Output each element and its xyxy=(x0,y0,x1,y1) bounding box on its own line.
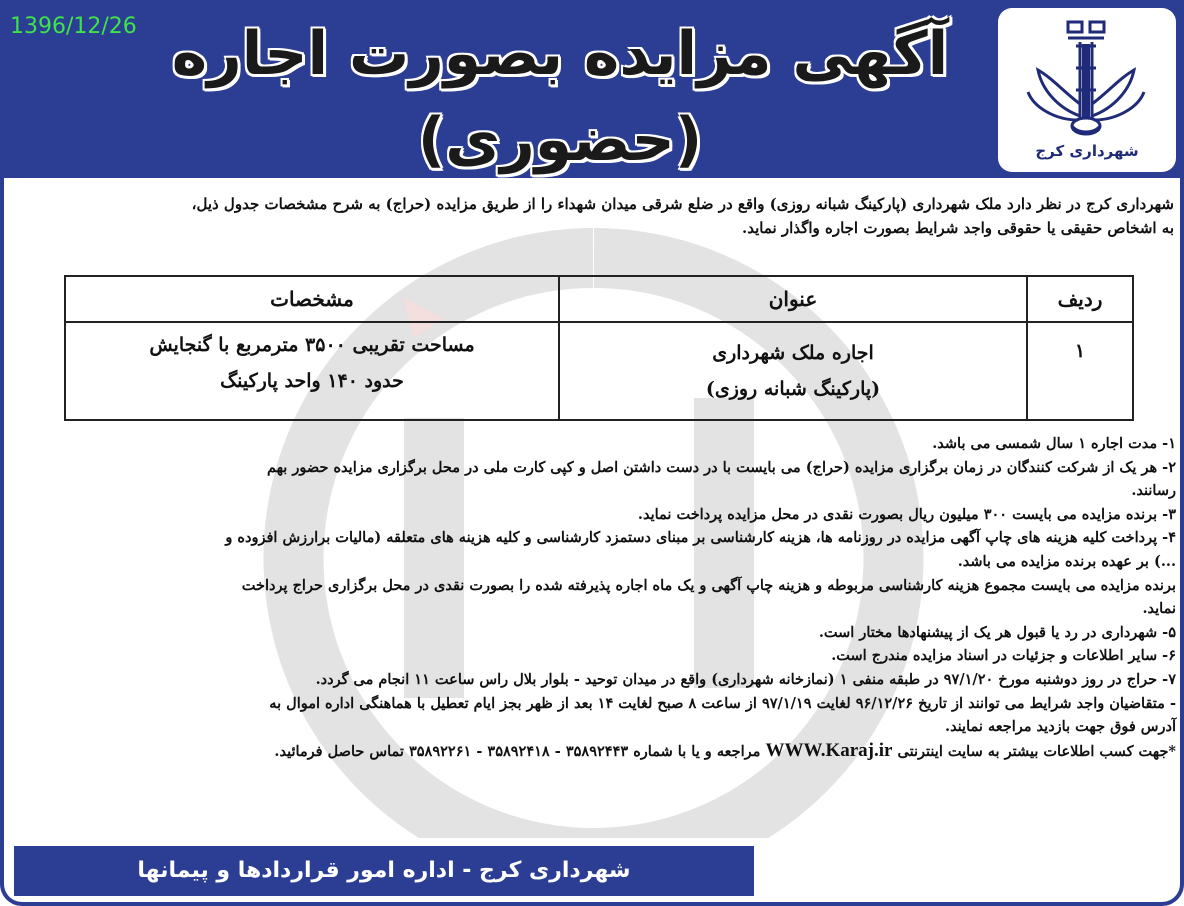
spec-line: حدود ۱۴۰ واحد پارکینگ xyxy=(220,370,404,392)
spec-line: مساحت تقریبی ۳۵۰۰ مترمربع با گنجایش xyxy=(149,334,475,356)
contact-line xyxy=(16,739,1176,764)
term-item: ۱- مدت اجاره ۱ سال شمسی می باشد. xyxy=(932,435,1176,452)
term-item: ...) بر عهده برنده مزایده می باشد. xyxy=(957,552,1176,570)
intro-line: شهرداری کرج در نظر دارد ملک شهرداری (پارکینگ شبانه روزی) واقع در ضلع شرقی میدان شهداء را از طریق مزایده (حراج) به شرح مشخصات جدول ذیل، xyxy=(191,195,1174,213)
term-item: ۴- پرداخت کلیه هزینه های چاپ آگهی مزایده در روزنامه ها، هزینه کارشناسی بر مبنای دستمزد کارشناسی و کلیه هزینه های متعلقه (مالیات برارزش افزوده و xyxy=(225,529,1176,547)
column-header-spec: مشخصات xyxy=(65,276,559,322)
table-row xyxy=(65,322,1133,420)
karaj-municipality-logo xyxy=(998,8,1176,172)
ad-body xyxy=(0,178,1184,906)
header-banner xyxy=(0,0,1184,178)
spec-cell xyxy=(65,322,559,420)
row-number-cell: ۱ xyxy=(1027,322,1133,420)
column-header-title: عنوان xyxy=(559,276,1027,322)
publish-date: 1396/12/26 xyxy=(10,14,137,39)
terms-list xyxy=(16,432,1176,763)
term-item: ۵- شهرداری در رد یا قبول هر یک از پیشنهادها مختار است. xyxy=(818,623,1176,641)
term-item: ۲- هر یک از شرکت کنندگان در زمان برگزاری مزایده (حراج) می بایست با در دست داشتن اصل و کپی کارت ملی در محل برگزاری مزایده حضور بهم xyxy=(266,458,1176,476)
term-item: رسانند. xyxy=(1131,482,1176,500)
term-item: آدرس فوق جهت بازدید مراجعه نمایند. xyxy=(945,718,1176,736)
title-line: (پارکینگ شبانه روزی) xyxy=(705,378,881,400)
term-item: نماید. xyxy=(1142,600,1176,618)
website-link[interactable]: WWW.Karaj.ir xyxy=(765,739,893,761)
term-item: ۷- حراج در روز دوشنبه مورخ ۹۷/۱/۲۰ در طبقه منفی ۱ (نمازخانه شهرداری) واقع در میدان توحید - بلوار بلال راس ساعت ۱۱ انجام می گردد. xyxy=(315,670,1176,688)
ad-title: آگهی مزایده بصورت اجاره xyxy=(171,19,949,89)
footer-text: شهرداری کرج - اداره امور قراردادها و پیمانها xyxy=(137,858,631,883)
ad-subtitle: (حضوری) xyxy=(417,105,703,175)
tower-emblem-icon xyxy=(998,8,1176,142)
term-item: برنده مزایده می بایست مجموع هزینه کارشناسی مربوطه و هزینه چاپ آگهی و یک ماه اجاره پذیرفته شده را بصورت نقدی در محل برگزاری حراج پرداخت xyxy=(241,576,1176,594)
title-cell xyxy=(559,322,1027,420)
table-header-row xyxy=(65,276,1133,322)
logo-caption: شهرداری کرج xyxy=(1035,142,1139,160)
intro-paragraph xyxy=(16,192,1174,240)
spec-table xyxy=(64,275,1134,421)
term-item: ۳- برنده مزایده می بایست ۳۰۰ میلیون ریال بصورت نقدی در محل مزایده پرداخت نماید. xyxy=(637,505,1176,523)
column-header-row-number: ردیف xyxy=(1027,276,1133,322)
contact-text: *جهت کسب اطلاعات بیشتر به سایت اینترنتی xyxy=(897,742,1176,760)
footer-banner xyxy=(14,846,754,896)
term-item: - متقاضیان واجد شرایط می توانند از تاریخ ۹۶/۱۲/۲۶ لغایت ۹۷/۱/۱۹ از ساعت ۸ صبح لغایت ۱۴ بعد از ظهر بجز ایام تعطیل با هماهنگی اداره اموال به xyxy=(269,694,1176,712)
contact-phones: مراجعه و یا با شماره ۳۵۸۹۲۴۴۳ - ۳۵۸۹۲۴۱۸ - ۳۵۸۹۲۲۶۱ تماس حاصل فرمائید. xyxy=(274,742,761,760)
intro-line: به اشخاص حقیقی یا حقوقی واجد شرایط بصورت اجاره واگذار نماید. xyxy=(742,219,1174,237)
term-item: ۶- سایر اطلاعات و جزئیات در اسناد مزایده مندرج است. xyxy=(831,647,1176,665)
title-line: اجاره ملک شهرداری xyxy=(712,342,874,364)
